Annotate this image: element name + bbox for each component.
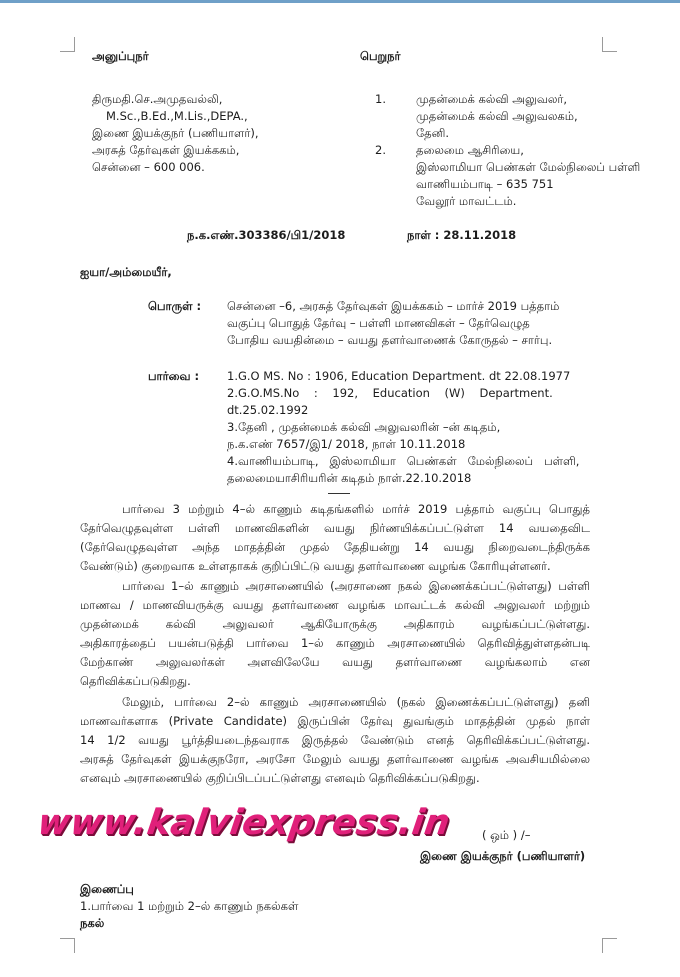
subject-label: பொருள் : — [148, 299, 202, 313]
body-paragraph-2 — [80, 577, 590, 691]
crop-mark-top-right — [602, 37, 617, 52]
recipient-number: 2. — [375, 143, 386, 157]
paragraph-line: (தேர்வெழுதவுள்ள அந்த மாதத்தின் முதல் தேதியன்று 14 வயது நிறைவடைந்திருக்க — [80, 540, 590, 554]
separator-rule — [328, 493, 350, 494]
recipient-number: 1. — [375, 92, 386, 106]
salutation: ஐயா/அம்மையீர், — [80, 265, 172, 279]
paragraph-line: தெரிவிக்கப்படுகிறது. — [80, 674, 191, 688]
watermark-url[interactable]: www.kalviexpress.in — [35, 803, 453, 843]
paragraph-line: அதிகாரத்தைப் பயன்படுத்தி பார்வை 1–ல் காணும் அரசாணையில் தெரிவித்துள்ளதன்படி — [80, 636, 590, 650]
reference-number: ந.க.எண்.303386/பி1/2018 — [187, 228, 346, 242]
paragraph-line: முதன்மைக் கல்வி அலுவலர் ஆகியோருக்கு அதிகாரம் வழங்கப்பட்டுள்ளது. — [80, 617, 590, 631]
crop-mark-bottom-right — [602, 938, 617, 953]
paragraph-line: வேண்டும்) குறைவாக உள்ளதாகக் குறிப்பிட்டு வயது தளர்வாணை வழங்க கோரியுள்ளனர். — [80, 559, 551, 573]
sender-line: திருமதி.செ.அமுதவல்லி, — [92, 92, 223, 106]
recipient-line: தேனி. — [416, 126, 450, 140]
paragraph-line: மேலும், பார்வை 2–ல் காணும் அரசாணையில் (நகல் இணைக்கப்பட்டுள்ளது) தனி — [122, 695, 590, 709]
recipient-line: முதன்மைக் கல்வி அலுவலகம், — [416, 109, 578, 123]
body-paragraph-3 — [80, 693, 590, 788]
sender-line: M.Sc.,B.Ed.,M.Lis.,DEPA., — [106, 109, 248, 123]
recipient-line: இஸ்லாமியா பெண்கள் மேல்நிலைப் பள்ளி — [416, 160, 641, 174]
reference-line: 2.G.O.MS.No : 192, Education (W) Department. — [227, 386, 553, 400]
recipient-line: முதன்மைக் கல்வி அலுவலர், — [416, 92, 568, 106]
recipient-line: வாணியம்பாடி – 635 751 — [416, 177, 554, 191]
copy-heading: நகல் — [80, 916, 105, 930]
signature-mark: ( ஒம் ) /– — [482, 828, 531, 842]
reference-line: தலைமையாசிரியரின் கடிதம் நாள்.22.10.2018 — [227, 471, 472, 485]
paragraph-line: மேற்காண் அலுவலர்கள் அளவிலேயே வயது தளர்வாணை வழங்கலாம் என — [80, 655, 590, 669]
paragraph-line: பார்வை 1–ல் காணும் அரசாணையில் (அரசாணை நகல் இணைக்கப்பட்டுள்ளது) பள்ளி — [122, 579, 590, 593]
subject-line: சென்னை –6, அரசுத் தேர்வுகள் இயக்ககம் – மார்ச் 2019 பத்தாம் — [227, 299, 560, 313]
body-paragraph-1 — [80, 500, 590, 576]
paragraph-line: எனவும் அரசாணையில் குறிப்பிடப்பட்டுள்ளது எனவும் தெரிவிக்கப்படுகிறது. — [80, 771, 480, 785]
signature-designation: இணை இயக்குநர் (பணியாளர்) — [420, 849, 586, 863]
recipient-line: வேலூர் மாவட்டம். — [416, 194, 517, 208]
paragraph-line: பார்வை 3 மற்றும் 4–ல் காணும் கடிதங்களில் மார்ச் 2019 பத்தாம் வகுப்பு பொதுத் — [122, 502, 590, 516]
reference-line: dt.25.02.1992 — [227, 403, 309, 417]
reference-line: ந.க.எண் 7657/இ1/ 2018, நாள் 10.11.2018 — [227, 437, 466, 451]
letter-date: நாள் : 28.11.2018 — [407, 228, 517, 242]
paragraph-line: மாணவ / மாணவியருக்கு வயது தளர்வாணை வழங்க மாவட்டக் கல்வி அலுவலர் மற்றும் — [80, 598, 590, 612]
reference-line: 4.வாணியம்பாடி, இஸ்லாமியா பெண்கள் மேல்நிலைப் பள்ளி, — [227, 454, 580, 468]
paragraph-line: தேர்வெழுதவுள்ள பள்ளி மாணவிகளின் வயது நிர்ணயிக்கப்பட்டுள்ள 14 வயதைவிட — [80, 521, 590, 535]
crop-mark-bottom-left — [60, 938, 75, 953]
recipient-heading: பெறுநர் — [360, 49, 401, 63]
recipient-line: தலைமை ஆசிரியை, — [416, 143, 524, 157]
sender-line: அரசுத் தேர்வுகள் இயக்ககம், — [92, 143, 240, 157]
crop-mark-top-left — [60, 37, 75, 52]
references-label: பார்வை : — [148, 369, 200, 383]
paragraph-line: மாணவர்களாக (Private Candidate) இருப்பின் தேர்வு துவங்கும் மாதத்தின் முதல் நாள் — [80, 714, 590, 728]
enclosure-line: 1.பார்வை 1 மற்றும் 2–ல் காணும் நகல்கள் — [80, 899, 299, 913]
sender-heading: அனுப்புநர் — [92, 49, 149, 63]
reference-line: 3.தேனி , முதன்மைக் கல்வி அலுவலரின் –ன் கடிதம், — [227, 420, 501, 434]
paragraph-line: அரசுத் தேர்வுகள் இயக்குநரோ, அரசோ மேலும் வயது தளர்வாணை வழங்க அவசியமில்லை — [80, 752, 590, 766]
paragraph-line: 14 1/2 வயது பூர்த்தியடைந்தவராக இருத்தல் வேண்டும் எனத் தெரிவிக்கப்பட்டுள்ளது. — [80, 733, 590, 747]
reference-line: 1.G.O MS. No : 1906, Education Department. dt 22.08.1977 — [227, 369, 571, 383]
subject-line: வகுப்பு பொதுத் தேர்வு – பள்ளி மாணவிகள் – தேர்வெழுத — [227, 316, 530, 330]
enclosure-heading: இணைப்பு — [80, 882, 134, 896]
subject-line: போதிய வயதின்மை – வயது தளர்வாணைக் கோருதல் – சார்பு. — [227, 333, 553, 347]
sender-line: சென்னை – 600 006. — [92, 160, 205, 174]
sender-line: இணை இயக்குநர் (பணியாளர்), — [92, 126, 259, 140]
